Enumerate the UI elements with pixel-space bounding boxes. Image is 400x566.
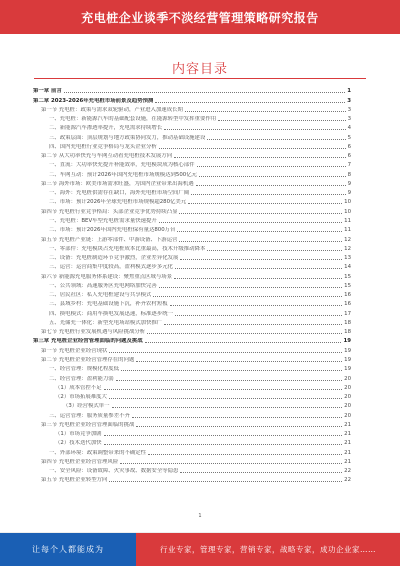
toc-entry-page: 17 <box>344 310 351 317</box>
toc-leader-dots <box>174 277 342 279</box>
toc-leader-dots <box>155 101 345 103</box>
toc-entry-page: 18 <box>344 329 351 336</box>
toc-entry[interactable] <box>33 122 351 131</box>
toc-entry-text: 二、居民社区：私人充电桩建设与共享模式 <box>49 292 152 299</box>
toc-leader-dots <box>116 379 342 381</box>
toc-entry-text: 一、外部环境：政策调整带来的不确定性 <box>49 449 147 456</box>
toc-leader-dots <box>112 406 343 408</box>
toc-entry-text: 四、换电模式：商用车换电发展迅速，标准逐步统一 <box>49 310 173 317</box>
toc-entry[interactable] <box>33 215 351 224</box>
toc-entry-text: 一、直流：大功率快充提升补能效率，充电模块成为核心部件 <box>49 162 195 169</box>
toc-entry[interactable] <box>33 233 351 242</box>
toc-entry-page: 16 <box>344 301 351 308</box>
toc-entry[interactable] <box>33 391 351 400</box>
toc-entry[interactable] <box>33 252 351 261</box>
toc-leader-dots <box>164 128 345 130</box>
toc-entry-text: 四、国内充电桩行业竞争格局与龙头企业分析 <box>49 143 157 150</box>
toc-entry[interactable] <box>33 150 351 159</box>
toc-entry-text: （3）经营模式单一 <box>63 403 110 410</box>
toc-leader-dots <box>132 416 342 418</box>
page-number: 1 <box>198 513 202 519</box>
toc-entry-page: 7 <box>347 162 351 169</box>
toc-entry[interactable] <box>33 224 351 233</box>
toc-leader-dots <box>170 304 343 306</box>
toc-entry[interactable] <box>33 168 351 177</box>
toc-leader-dots <box>197 165 346 167</box>
toc-entry-text: （2）市场拓展难度大 <box>55 394 107 401</box>
toc-entry-page: 21 <box>344 421 351 428</box>
toc-entry[interactable] <box>33 104 351 113</box>
toc-entry[interactable] <box>33 344 351 353</box>
toc-entry-page: 22 <box>344 477 351 484</box>
toc-entry-text: 一、海外：充电桩供需存在缺口，海外充电桩市场空间广阔 <box>49 190 190 197</box>
toc-leader-dots <box>136 360 342 362</box>
toc-entry-text: 第七节 充电桩行业发展机遇与风险挑战分析 <box>41 329 146 336</box>
toc-entry-page: 15 <box>344 282 351 289</box>
toc-entry-page: 14 <box>344 264 351 271</box>
toc-heading: 内容目录 <box>171 62 228 77</box>
toc-leader-dots <box>180 258 342 260</box>
toc-entry-text: 一、公共领域：高速服务区充电网络加快完善 <box>49 282 157 289</box>
toc-entry-text: （1）成本管控不足 <box>55 384 102 391</box>
toc-entry-page: 5 <box>347 134 351 141</box>
toc-leader-dots <box>179 240 342 242</box>
toc-entry-page: 20 <box>344 384 351 391</box>
toc-leader-dots <box>207 249 342 251</box>
toc-entry-page: 20 <box>344 412 351 419</box>
toc-entry[interactable] <box>33 280 351 289</box>
toc-entry-page: 3 <box>347 116 351 123</box>
footer-slogan-left <box>0 533 136 566</box>
toc-entry-page: 19 <box>344 356 351 363</box>
toc-leader-dots <box>104 434 343 436</box>
toc-entry-page: 10 <box>344 199 351 206</box>
toc-chapter-entry[interactable] <box>33 85 351 94</box>
toc-entry-page: 16 <box>344 292 351 299</box>
toc-leader-dots <box>148 453 342 455</box>
toc-entry[interactable] <box>33 270 351 279</box>
toc-entry-text: 五、光储充一体化：新型充电场站模式加快推广 <box>49 319 163 326</box>
toc-entry-page: 4 <box>347 125 351 132</box>
table-of-contents <box>33 85 351 483</box>
toc-entry-page: 3 <box>347 97 351 104</box>
toc-leader-dots <box>121 369 342 371</box>
toc-entry-text: 第一节 充电桩：政策与需求双轮驱动，产业进入加速成长期 <box>41 106 183 113</box>
toc-entry-text: 第二节 充电桩企业经营管理存在的问题 <box>41 356 135 363</box>
toc-entry-text: 第一节 充电桩企业经营现状 <box>41 347 108 354</box>
toc-entry-page: 11 <box>344 217 351 224</box>
toc-entry-page: 20 <box>344 403 351 410</box>
toc-entry[interactable] <box>33 113 351 122</box>
footer-slogan-right <box>136 533 400 566</box>
toc-entry-text: 第三节 充电桩企业经营管理面临的挑战 <box>41 421 135 428</box>
toc-entry-text: 二、车网互动：预计2026年国内充电桩市场规模达到500亿元 <box>49 171 197 178</box>
toc-leader-dots <box>174 156 345 158</box>
toc-leader-dots <box>159 147 346 149</box>
toc-entry-page: 15 <box>344 273 351 280</box>
toc-leader-dots <box>196 184 346 186</box>
toc-leader-dots <box>207 138 345 140</box>
toc-entry-text: 第二节 从大功率快充与车网互动看充电桩技术发展方向 <box>41 153 173 160</box>
toc-entry-page: 1 <box>347 88 351 95</box>
toc-entry[interactable] <box>33 437 351 446</box>
toc-entry[interactable] <box>33 372 351 381</box>
toc-entry-page: 3 <box>347 106 351 113</box>
toc-leader-dots <box>218 119 345 121</box>
toc-entry-page: 21 <box>344 440 351 447</box>
toc-entry-page: 20 <box>344 394 351 401</box>
toc-leader-dots <box>120 462 342 464</box>
toc-leader-dots <box>175 267 342 269</box>
toc-leader-dots <box>104 443 343 445</box>
toc-leader-dots <box>188 202 342 204</box>
toc-entry-text: 第五节 充电桩产业链：上游零部件、中游设备、下游运营 <box>41 236 178 243</box>
toc-leader-dots <box>104 388 343 390</box>
toc-entry-text: 第三章 充电桩企业经营管理面临的问题及挑战 <box>33 338 143 345</box>
toc-entry-page: 11 <box>344 227 351 234</box>
toc-entry[interactable] <box>33 243 351 252</box>
toc-entry-page: 21 <box>344 458 351 465</box>
toc-entry-text: 一、充电桩：新能源汽车的基础配套设施，在能源转型中发挥重要作用 <box>49 116 217 123</box>
toc-leader-dots <box>145 341 342 343</box>
toc-entry-text: 一、经营管理：规模化程度低 <box>49 366 120 373</box>
toc-leader-dots <box>175 314 342 316</box>
toc-entry-text: 三、县域乡村：充电基础设施下沉，补齐农村短板 <box>49 301 168 308</box>
toc-leader-dots <box>185 110 346 112</box>
toc-entry[interactable] <box>33 465 351 474</box>
toc-entry[interactable] <box>33 363 351 372</box>
toc-entry-page: 13 <box>344 255 351 262</box>
toc-entry[interactable] <box>33 326 351 335</box>
toc-entry-text: 二、市场：预计2026年国内充电桩保有量达800万台 <box>49 227 176 234</box>
toc-leader-dots <box>109 480 342 482</box>
toc-entry-page: 20 <box>344 375 351 382</box>
toc-entry[interactable] <box>33 289 351 298</box>
toc-entry-text: 二、市场：预计2026年全球充电桩市场规模超280亿美元 <box>49 199 187 206</box>
toc-entry[interactable] <box>33 261 351 270</box>
toc-entry[interactable] <box>33 307 351 316</box>
toc-leader-dots <box>180 471 342 473</box>
toc-entry-text: 第五节 充电桩企业转型方向 <box>41 477 108 484</box>
toc-entry-text: 一、安全风险：设备故障、火灾事故、数据安全等隐患 <box>49 468 179 475</box>
report-title: 充电桩企业谈季不淡经营管理策略研究报告 <box>81 10 319 25</box>
toc-entry[interactable] <box>33 205 351 214</box>
toc-entry[interactable] <box>33 159 351 168</box>
toc-entry-text: 一、充电桩：BEV车型充电桩需求量快速提升 <box>49 217 157 224</box>
toc-chapter-entry[interactable] <box>33 94 351 103</box>
toc-entry-page: 6 <box>347 143 351 150</box>
toc-entry[interactable] <box>33 456 351 465</box>
toc-entry[interactable] <box>33 382 351 391</box>
toc-entry[interactable] <box>33 141 351 150</box>
toc-entry-text: 二、经营管理：盈利能力弱 <box>49 375 114 382</box>
toc-chapter-entry[interactable] <box>33 335 351 344</box>
toc-entry-page: 12 <box>344 236 351 243</box>
toc-entry-page: 19 <box>343 338 351 345</box>
toc-leader-dots <box>136 425 342 427</box>
toc-entry-page: 9 <box>347 180 351 187</box>
toc-entry-page: 19 <box>344 347 351 354</box>
toc-entry-text: （2）技术迭代加快 <box>55 440 102 447</box>
toc-entry[interactable] <box>33 409 351 418</box>
toc-leader-dots <box>109 351 342 353</box>
toc-leader-dots <box>64 91 345 93</box>
toc-entry-page: 19 <box>344 366 351 373</box>
toc-entry[interactable] <box>33 298 351 307</box>
toc-entry-text: 三、运营管理：服务质量参差不齐 <box>49 412 130 419</box>
toc-entry-text: 一、零部件：充电模块占充电桩成本比重最高，技术升级推动降本 <box>49 245 206 252</box>
toc-entry[interactable] <box>33 428 351 437</box>
toc-leader-dots <box>191 193 345 195</box>
toc-leader-dots <box>179 212 342 214</box>
toc-entry-text: 第二章 2023-2026年充电桩市场前景及趋势预测 <box>33 97 154 104</box>
toc-entry[interactable] <box>33 178 351 187</box>
toc-entry-text: 第四节 充电桩行业竞争格局：头部企业竞争优势持续凸显 <box>41 208 178 215</box>
toc-entry-page: 6 <box>347 153 351 160</box>
toc-divider <box>34 78 366 79</box>
toc-entry[interactable] <box>33 474 351 483</box>
toc-entry-text: 二、设备：充电桩制造环节竞争激烈，企业差异化发展 <box>49 255 179 262</box>
toc-entry[interactable] <box>33 131 351 140</box>
toc-entry[interactable] <box>33 419 351 428</box>
toc-entry-text: 第三节 海外市场：欧美市场需求旺盛，为国内企业带来出海机遇 <box>41 180 194 187</box>
toc-entry-page: 22 <box>344 468 351 475</box>
toc-entry[interactable] <box>33 196 351 205</box>
toc-leader-dots <box>159 286 342 288</box>
toc-entry[interactable] <box>33 317 351 326</box>
footer-banner <box>0 532 400 566</box>
toc-entry[interactable] <box>33 400 351 409</box>
toc-leader-dots <box>164 323 342 325</box>
toc-entry-text: 三、政策层面：顶层规划与地方政策协同发力，推动基础设施建设 <box>49 134 206 141</box>
report-header <box>0 0 400 34</box>
toc-entry-text: 第六节 新能源充电服务体系建设：聚焦重点区域与场景 <box>41 273 173 280</box>
toc-entry-page: 8 <box>347 171 351 178</box>
footer-slogan-left-text: 让每个人都能成为 <box>32 545 104 554</box>
toc-entry-text: 三、运营：运营商集中度较高，盈利模式逐步多元化 <box>49 264 173 271</box>
toc-entry-page: 21 <box>344 449 351 456</box>
toc-entry-page: 21 <box>344 431 351 438</box>
toc-leader-dots <box>177 230 342 232</box>
toc-entry-text: 第一章 前言 <box>33 88 62 95</box>
toc-entry-text: （1）市场竞争加剧 <box>55 431 102 438</box>
toc-entry[interactable] <box>33 187 351 196</box>
toc-leader-dots <box>147 332 342 334</box>
toc-entry-page: 12 <box>344 245 351 252</box>
footer-slogan-right-text: 行业专家，管理专家，营销专家，战略专家，成功企业家…… <box>160 545 376 554</box>
toc-entry-page: 18 <box>344 319 351 326</box>
toc-entry-page: 9 <box>347 190 351 197</box>
toc-leader-dots <box>153 295 342 297</box>
toc-leader-dots <box>199 175 346 177</box>
toc-entry-text: 第四节 充电桩企业经营管理风险 <box>41 458 119 465</box>
toc-leader-dots <box>109 397 342 399</box>
toc-entry-page: 10 <box>344 208 351 215</box>
toc-entry-text: 二、新能源汽车渗透率提升，充电需求持续增长 <box>49 125 163 132</box>
toc-leader-dots <box>159 221 342 223</box>
toc-entry[interactable] <box>33 354 351 363</box>
toc-entry[interactable] <box>33 446 351 455</box>
